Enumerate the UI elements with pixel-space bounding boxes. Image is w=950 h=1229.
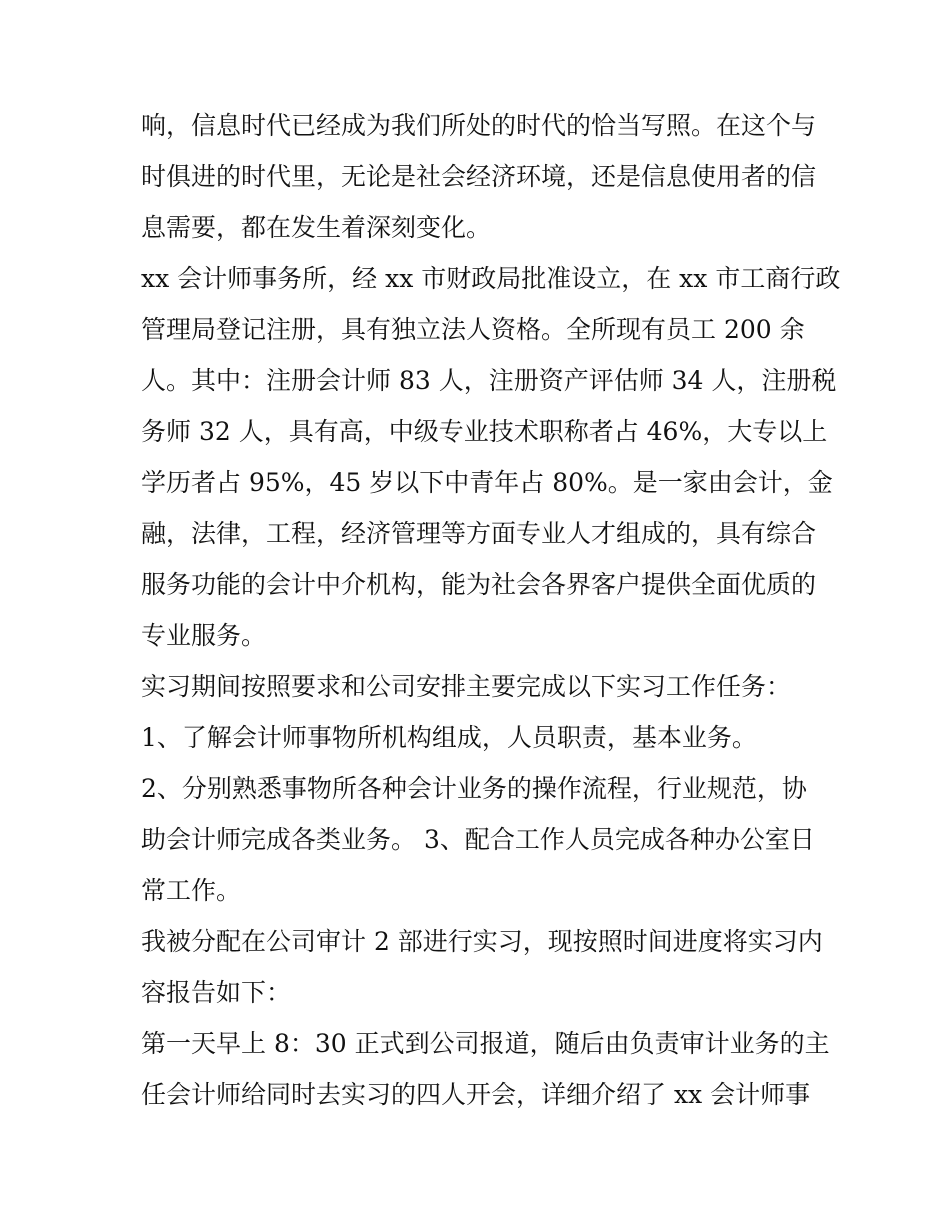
- text-line: 1、了解会计师事物所机构组成，人员职责，基本业务。: [141, 723, 757, 752]
- text-line: 第一天早上 8：30 正式到公司报道，随后由负责审计业务的主: [141, 1029, 830, 1058]
- text-line: 实习期间按照要求和公司安排主要完成以下实习工作任务：: [141, 672, 792, 701]
- text-line: 人。其中：注册会计师 83 人，注册资产评估师 34 人，注册税: [141, 366, 837, 395]
- text-line: 学历者占 95%，45 岁以下中青年占 80%。是一家由会计，金: [141, 468, 833, 497]
- text-line: 容报告如下：: [141, 978, 292, 1007]
- text-line: 任会计师给同时去实习的四人开会，详细介绍了 xx 会计师事: [141, 1080, 811, 1109]
- text-line: 常工作。: [141, 876, 242, 905]
- text-line: 我被分配在公司审计 2 部进行实习，现按照时间进度将实习内: [141, 927, 823, 956]
- text-line: 息需要，都在发生着深刻变化。: [141, 213, 492, 242]
- document-body: [141, 100, 841, 1120]
- text-line: 助会计师完成各类业务。 3、配合工作人员完成各种办公室日: [141, 825, 815, 854]
- text-line: 务师 32 人，具有高，中级专业技术职称者占 46%，大专以上: [141, 417, 828, 446]
- text-line: 时俱进的时代里，无论是社会经济环境，还是信息使用者的信: [141, 162, 817, 191]
- text-line: 融，法律，工程，经济管理等方面专业人才组成的，具有综合: [141, 519, 817, 548]
- text-line: 专业服务。: [141, 621, 267, 650]
- text-line: xx 会计师事务所，经 xx 市财政局批准设立，在 xx 市工商行政: [141, 264, 841, 293]
- text-line: 响，信息时代已经成为我们所处的时代的恰当写照。在这个与: [141, 111, 817, 140]
- text-line: 2、分别熟悉事物所各种会计业务的操作流程，行业规范，协: [141, 774, 807, 803]
- text-line: 管理局登记注册，具有独立法人资格。全所现有员工 200 余: [141, 315, 805, 344]
- text-line: 服务功能的会计中介机构，能为社会各界客户提供全面优质的: [141, 570, 817, 599]
